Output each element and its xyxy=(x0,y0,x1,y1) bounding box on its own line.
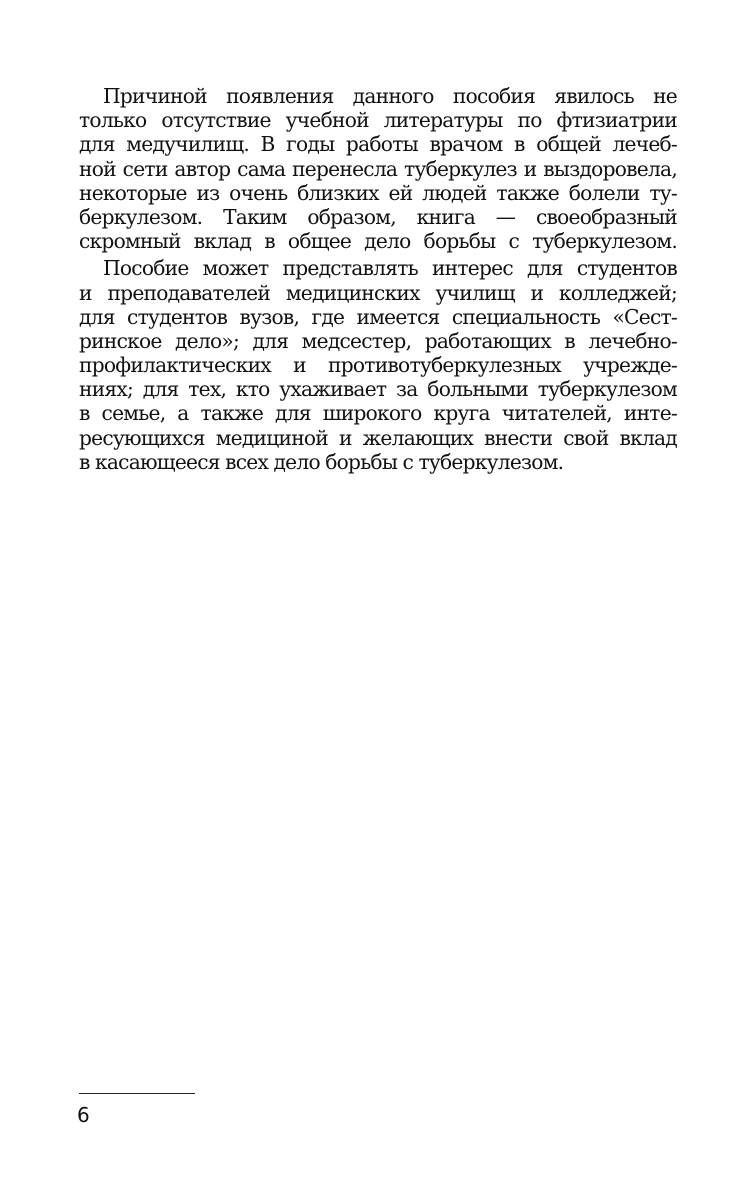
text-line: ресующихся медициной и желающих внести свой вклад xyxy=(79,425,677,450)
text-line: скромный вклад в общее дело борьбы с туберкулезом. xyxy=(79,229,677,254)
text-line: ринское дело»; для медсестер, работающих в лечебно- xyxy=(79,328,677,353)
paragraph-preface-reason xyxy=(79,84,677,253)
text-line: профилактических и противотуберкулезных учрежде- xyxy=(79,353,677,378)
text-line: в касающееся всех дело борьбы с туберкулезом. xyxy=(79,449,564,474)
text-line: Пособие может представлять интерес для студентов xyxy=(103,256,677,281)
text-line: беркулезом. Таким образом, книга — своеобразный xyxy=(79,204,677,229)
text-line: в семье, а также для широкого круга читателей, инте- xyxy=(79,401,677,426)
footnote-divider xyxy=(79,1093,195,1094)
page-number: 6 xyxy=(77,1103,90,1127)
text-line: для студентов вузов, где имеется специальность «Сест- xyxy=(79,304,677,329)
text-line: только отсутствие учебной литературы по фтизиатрии xyxy=(79,108,677,133)
text-line: и преподавателей медицинских училищ и колледжей; xyxy=(79,280,677,305)
text-line: Причиной появления данного пособия явилось не xyxy=(103,84,677,108)
text-line: ниях; для тех, кто ухаживает за больными туберкулезом xyxy=(79,377,677,402)
text-line: некоторые из очень близких ей людей также болели ту- xyxy=(79,180,677,205)
paragraph-audience xyxy=(79,256,677,474)
text-line: ной сети автор сама перенесла туберкулез и выздоровела, xyxy=(79,156,677,181)
text-line: для медучилищ. В годы работы врачом в общей лечеб- xyxy=(79,132,677,157)
body-text xyxy=(79,84,677,475)
